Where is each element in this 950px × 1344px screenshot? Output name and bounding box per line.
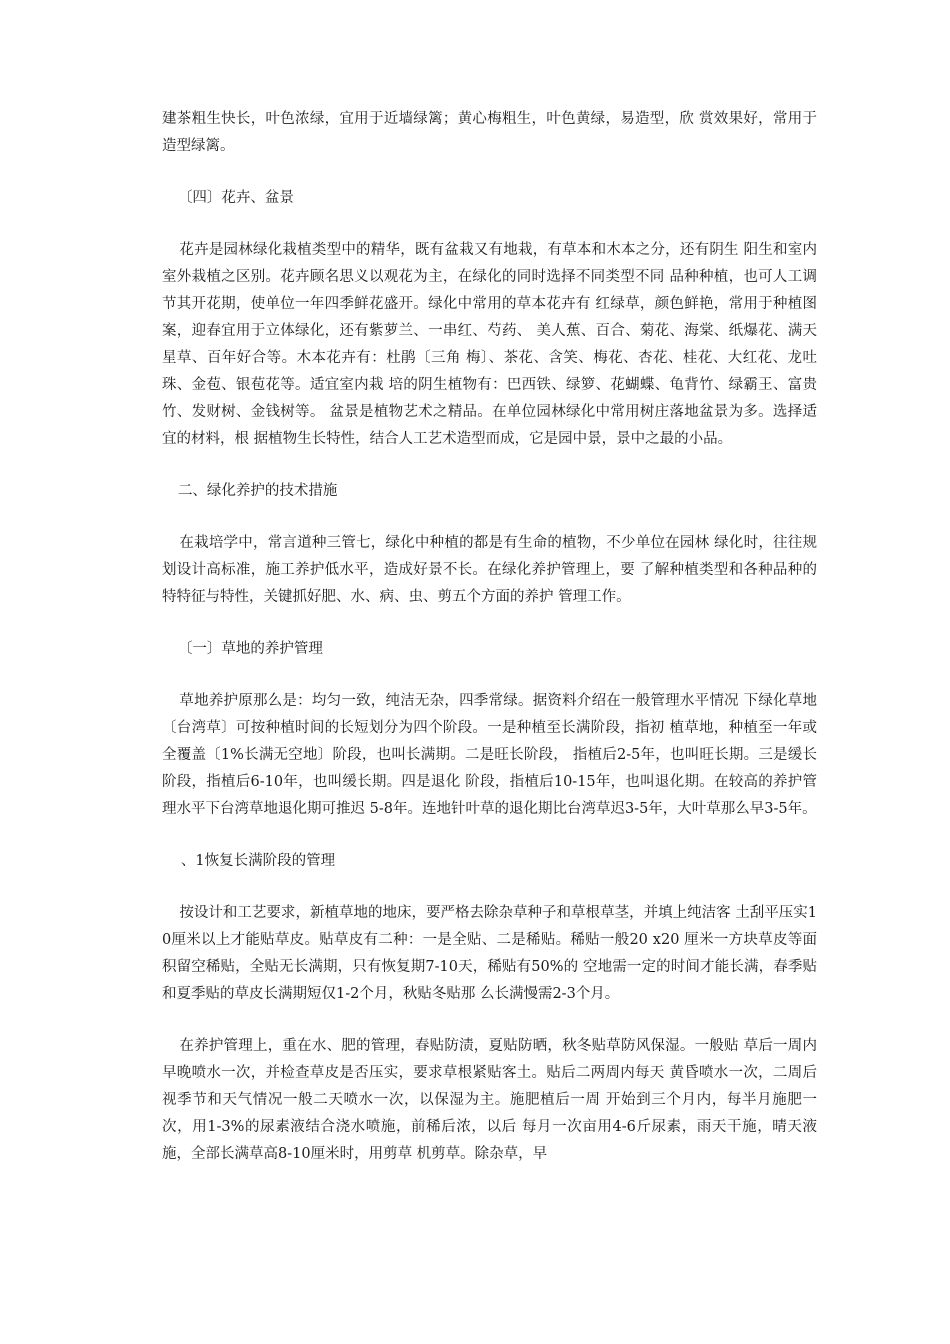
paragraph-flowers: 花卉是园林绿化栽植类型中的精华，既有盆栽又有地栽，有草本和木本之分，还有阴生 阳生和室内室外栽植之区别。花卉顾名思义以观花为主，在绿化的同时选择不同类型不同 品种种植，也可人工调节其开花期，使单位一年四季鲜花盛开。绿化中常用的草本花卉有 红绿草，颜色鲜艳，常用于种植图案，迎春宜用于立体绿化，还有紫萝兰、一串红、芍药、 美人蕉、百合、菊花、海棠、纸爆花、满天星草、百年好合等。木本花卉有：杜鹃〔三角 梅〕、茶花、含笑、梅花、杏花、桂花、大红花、龙吐珠、金苞、银苞花等。适宜室内栽 培的阴生植物有：巴西铁、绿箩、花蝴蝶、龟背竹、绿霸王、富贵竹、发财树、金钱树等。 盆景是植物艺术之精品。在单位园林绿化中常用树庄落地盆景为多。选择适宜的材料，根 据植物生长特性，结合人工艺术造型而成，它是园中景，景中之最的小品。: [162, 242, 817, 447]
heading-lawn-maintenance: 〔一〕草地的养护管理: [177, 641, 323, 657]
paragraph-water-fertilizer: 在养护管理上，重在水、肥的管理，春贴防渍，夏贴防晒，秋冬贴草防风保湿。一般贴 草后一周内早晚喷水一次，并检查草皮是否压实，要求草根紧贴客土。贴后二两周内每天 黄昏喷水一次，二周后视季节和天气情况一般二天喷水一次，以保湿为主。施肥植后一周 开始到三个月内，每半月施肥一次，用1-3%的尿素液结合浇水喷施，前稀后浓，以后 每月一次亩用4-6斤尿素，雨天干施，晴天液施，全部长满草高8-10厘米时，用剪草 机剪草。除杂草，早: [162, 1038, 817, 1162]
subheading-recovery-stage: 、1恢复长满阶段的管理: [180, 853, 336, 869]
paragraph-turf-laying: 按设计和工艺要求，新植草地的地床，要严格去除杂草种子和草根草茎，并填上纯洁客 土刮平压实10厘米以上才能贴草皮。贴草皮有二种：一是全贴、二是稀贴。稀贴一般20 x20 厘米一方块草皮等面积留空稀贴，全贴无长满期，只有恢复期7-10天，稀贴有50%的 空地需一定的时间才能长满，春季贴和夏季贴的草皮长满期短仅1-2个月，秋贴冬贴那 么长满慢需2-3个月。: [162, 905, 817, 1002]
paragraph-cultivation: 在栽培学中，常言道种三管七，绿化中种植的都是有生命的植物，不少单位在园林 绿化时，往往规划设计高标准，施工养护低水平，造成好景不长。在绿化养护管理上，要 了解种植类型和各种品种的特特征与特性，关键抓好肥、水、病、虫、剪五个方面的养护 管理工作。: [162, 535, 817, 605]
heading-maintenance-measures: 二、绿化养护的技术措施: [177, 483, 338, 499]
heading-flowers-bonsai: 〔四〕花卉、盆景: [177, 190, 294, 206]
paragraph-hedge-plants: 建茶粗生快长，叶色浓绿，宜用于近墙绿篱；黄心梅粗生，叶色黄绿，易造型，欣 赏效果好，常用于造型绿篱。: [162, 111, 817, 154]
paragraph-lawn-principles: 草地养护原那么是：均匀一致，纯洁无杂，四季常绿。据资料介绍在一般管理水平情况 下绿化草地〔台湾草〕可按种植时间的长短划分为四个阶段。一是种植至长满阶段，指初 植草地，种植至一年或全覆盖〔1%长满无空地〕阶段，也叫长满期。二是旺长阶段， 指植后2-5年，也叫旺长期。三是缓长阶段，指植后6-10年，也叫缓长期。四是退化 阶段，指植后10-15年，也叫退化期。在较高的养护管理水平下台湾草地退化期可推迟 5-8年。连地针叶草的退化期比台湾草迟3-5年，大叶草那么早3-5年。: [162, 693, 817, 817]
document-body: [162, 106, 817, 1193]
